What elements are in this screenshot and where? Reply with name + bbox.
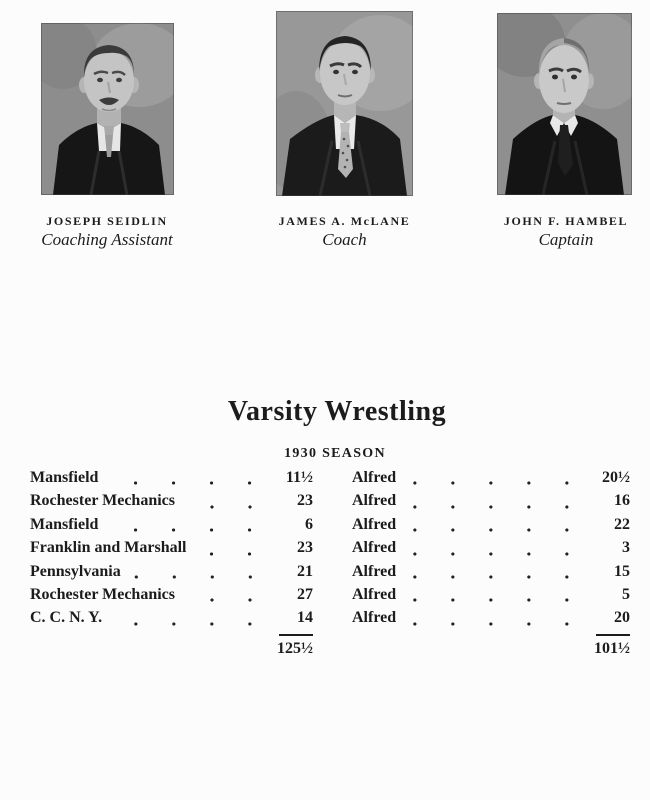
portrait-role: Coaching Assistant (41, 230, 173, 249)
dot-leader (402, 466, 590, 489)
opponent-name: Mansfield (30, 469, 99, 486)
home-name: Alfred (352, 469, 397, 486)
dot-leader (402, 513, 590, 536)
dot-leader (104, 466, 273, 489)
caption-seidlin (19, 214, 195, 250)
portrait-photo-mclane (276, 11, 413, 196)
opponent-name: C. C. N. Y. (30, 609, 103, 627)
home-name: Alfred (352, 609, 397, 627)
portrait-name: JOSEPH SEIDLIN (46, 214, 168, 228)
home-score: 15 (614, 562, 630, 580)
home-total: 101½ (594, 639, 630, 657)
opponent-name: Rochester Mechanics (30, 585, 175, 603)
dot-leader (192, 536, 273, 559)
dot-leader (402, 536, 590, 559)
caption-hambel (481, 214, 650, 250)
opponent-score: 14 (279, 606, 313, 635)
dot-leader (402, 606, 590, 629)
portrait-role: Coach (322, 230, 367, 249)
match-row (30, 489, 630, 512)
portrait-illustration (276, 11, 413, 196)
opponent-name: Rochester Mechanics (30, 492, 175, 510)
portrait-photo-hambel (497, 13, 632, 195)
home-name: Alfred (352, 492, 397, 510)
home-name: Alfred (352, 585, 397, 603)
opponent-score: 6 (305, 515, 313, 533)
home-score: 22 (614, 515, 630, 533)
match-row (30, 513, 630, 536)
match-row (30, 466, 630, 489)
home-score: 5 (622, 585, 630, 603)
home-score: 20 (596, 606, 630, 635)
season-results-table (30, 466, 630, 661)
dot-leader (402, 560, 590, 583)
dot-leader (127, 560, 273, 583)
opponent-score: 27 (297, 585, 313, 603)
portrait-name: JOHN F. HAMBEL (503, 214, 629, 228)
opponent-score: 23 (297, 539, 313, 557)
match-row (30, 583, 630, 606)
match-row (30, 606, 630, 629)
season-subtitle: 1930 SEASON (284, 446, 386, 461)
home-name: Alfred (352, 515, 397, 533)
opponent-score: 23 (297, 492, 313, 510)
portrait-illustration (497, 13, 632, 195)
home-name: Alfred (352, 562, 397, 580)
portrait-illustration (41, 23, 174, 195)
home-score: 20½ (602, 469, 630, 486)
dot-leader (104, 513, 273, 536)
dot-leader (402, 489, 590, 512)
match-row (30, 560, 630, 583)
portrait-role: Captain (538, 230, 594, 249)
portrait-name: JAMES A. McLANE (278, 214, 411, 228)
home-score: 16 (614, 492, 630, 510)
dot-leader (181, 583, 273, 606)
totals-row (30, 637, 630, 661)
dot-leader (181, 489, 273, 512)
caption-mclane (259, 214, 430, 250)
opponent-name: Franklin and Marshall (30, 539, 187, 557)
portrait-photo-seidlin (41, 23, 174, 195)
opponent-total: 125½ (277, 639, 313, 657)
home-score: 3 (622, 539, 630, 557)
opponent-score: 11½ (285, 469, 313, 486)
dot-leader (108, 606, 273, 629)
page-title: Varsity Wrestling (227, 396, 447, 427)
match-row (30, 536, 630, 559)
home-name: Alfred (352, 539, 397, 557)
opponent-name: Mansfield (30, 515, 99, 533)
opponent-name: Pennsylvania (30, 562, 121, 580)
dot-leader (402, 583, 590, 606)
opponent-score: 21 (297, 562, 313, 580)
